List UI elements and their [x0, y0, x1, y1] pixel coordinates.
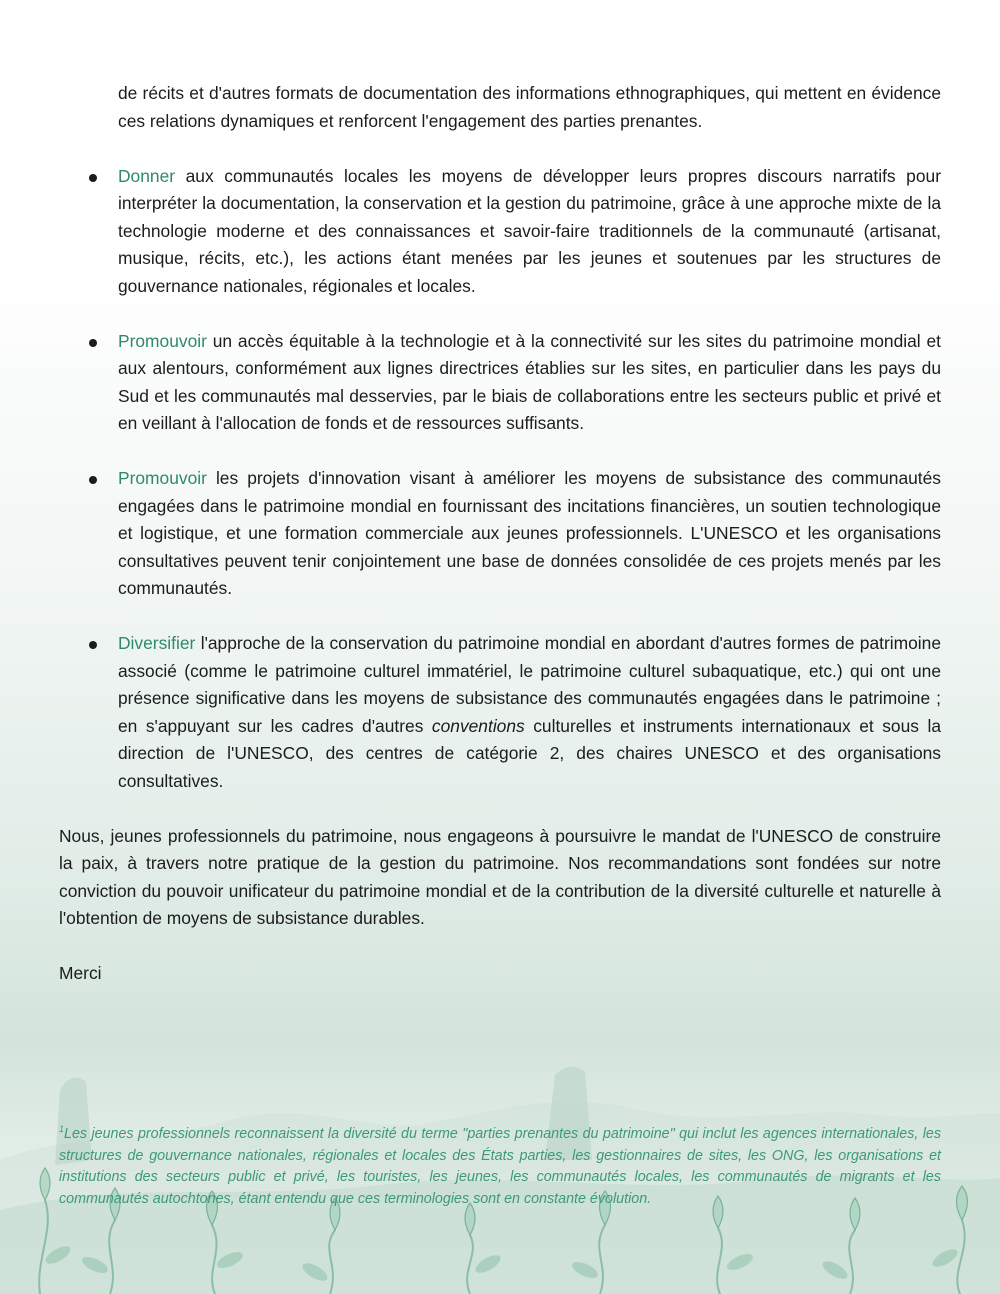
bullet-text: les projets d'innovation visant à améliorer les moyens de subsistance des communautés engagées dans le patrimoine mondial en fournissant des incitations financières, un soutien technologique et logistique, et une formation commerciale aux jeunes professionnels. L'UNESCO et les organisations consultatives peuvent tenir conjointement une base de données consolidée de ces projets menés par les communautés. — [118, 468, 941, 598]
bullet-icon — [89, 174, 97, 182]
bullet-icon — [89, 339, 97, 347]
bullet-keyword: Promouvoir — [118, 330, 207, 351]
list-item — [59, 328, 941, 438]
bullet-text: aux communautés locales les moyens de développer leurs propres discours narratifs pour interpréter la documentation, la conservation et la gestion du patrimoine, grâce à une approche mixte de la technologie moderne et des connaissances et savoir-faire traditionnels de la communauté (artisanat, musique, récits, etc.), les actions étant menées par les jeunes et soutenues par les structures de gouvernance nationales, régionales et locales. — [118, 165, 941, 296]
bullet-keyword: Donner — [118, 165, 176, 186]
document-body — [59, 80, 941, 988]
bullet-text-end: culturelles et instruments internationaux et sous la direction de l'UNESCO, des centres de catégorie 2, des chaires UNESCO et des organisations consultatives. — [118, 715, 941, 791]
bullet-icon — [89, 476, 97, 484]
bullet-icon — [89, 641, 97, 649]
recommendation-list — [59, 163, 941, 796]
list-item — [59, 465, 941, 603]
intro-continuation: de récits et d'autres formats de documentation des informations ethnographiques, qui mettent en évidence ces relations dynamiques et renforcent l'engagement des parties prenantes. — [118, 83, 941, 131]
bullet-text: un accès équitable à la technologie et à la connectivité sur les sites du patrimoine mondial et aux alentours, conformément aux lignes directrices établies sur les sites, en particulier dans les pays du Sud et les communautés mal desservies, par le biais de collaborations entre les secteurs public et privé et en veillant à l'allocation de fonds et de ressources suffisants. — [118, 330, 941, 433]
closing-paragraph: Nous, jeunes professionnels du patrimoine, nous engageons à poursuivre le mandat de l'UNESCO de construire la paix, à travers notre pratique de la gestion du patrimoine. Nos recommandations sont fondées sur notre conviction du pouvoir unificateur du patrimoine mondial et de la contribution de la diversité culturelle et naturelle à l'obtention de moyens de subsistance durables. — [59, 825, 941, 928]
signoff: Merci — [59, 963, 102, 983]
list-item — [59, 163, 941, 301]
bullet-text: l'approche de la conservation du patrimoine mondial en abordant d'autres formes de patrimoine associé (comme le patrimoine culturel immatériel, le patrimoine culturel subaquatique, etc.) qui ont une présence significative dans les moyens de subsistance des communautés engagées dans le patrimoine ; en s'appuyant sur les cadres d'autres — [118, 633, 941, 736]
bullet-keyword: Diversifier — [118, 633, 196, 653]
footnote-text: Les jeunes professionnels reconnaissent la diversité du terme "parties prenantes du patrimoine" qui inclut les agences internationales, les structures de gouvernance nationales, régionales et locales des États parties, les gestionnaires de sites, les ONG, les organisations et institutions des secteurs public et privé, les touristes, les jeunes, les communautés locales, les communautés de migrants et les communautés autochtones, étant entendu que ces terminologies sont en constante évolution. — [59, 1126, 941, 1207]
footnote — [59, 1124, 941, 1210]
bullet-emphasis: conventions — [431, 715, 525, 736]
list-item — [59, 630, 941, 795]
bullet-keyword: Promouvoir — [118, 468, 207, 488]
footnote-marker: 1 — [59, 1124, 65, 1135]
